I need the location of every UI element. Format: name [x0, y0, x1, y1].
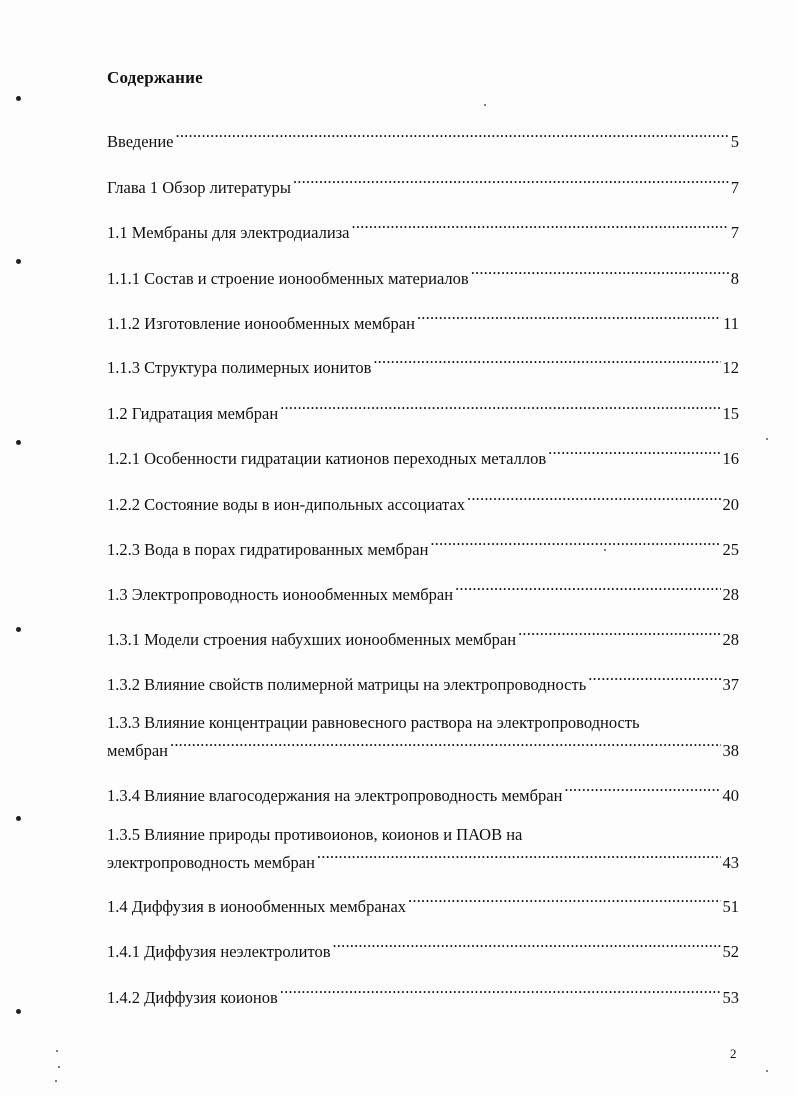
scan-speck [58, 1066, 60, 1068]
toc-entry-title: 1.1.1 Состав и строение ионообменных материалов [107, 269, 469, 288]
toc-entry-page: 52 [722, 942, 739, 961]
toc-entry-title: 1.2.1 Особенности гидратации катионов переходных металлов [107, 449, 547, 468]
toc-entry-title: 1.4.2 Диффузия коионов [107, 988, 278, 1007]
toc-entry-page: 12 [722, 358, 739, 377]
toc-leader-dots [564, 779, 720, 801]
toc-entry-title: 1.1 Мембраны для электродиализа [107, 223, 350, 242]
scan-speck [766, 438, 768, 440]
toc-entry-page: 53 [722, 988, 739, 1007]
toc-entry [107, 442, 739, 470]
toc-entry-title-cont: электропроводность мембран [107, 853, 315, 872]
scan-speck [16, 440, 21, 445]
toc-entry-title: 1.1.3 Структура полимерных ионитов [107, 358, 372, 377]
toc-leader-dots [352, 216, 729, 238]
toc-entry [107, 125, 739, 153]
scan-speck [56, 1050, 58, 1052]
toc-entry-title: 1.3.3 Влияние концентрации равновесного раствора на электропроводность [107, 713, 640, 732]
scan-speck [16, 816, 21, 821]
toc-leader-dots [588, 668, 720, 690]
toc-entry [107, 488, 739, 516]
toc-entry-title: 1.3.2 Влияние свойств полимерной матрицы на электропроводность [107, 675, 587, 694]
toc-entry-title: 1.2 Гидратация мембран [107, 404, 279, 423]
toc-entry [107, 779, 739, 807]
scan-speck [604, 549, 606, 551]
toc-leader-dots [332, 935, 720, 957]
toc-entry [107, 623, 739, 651]
toc-entry-title: 1.3.4 Влияние влагосодержания на электропроводность мембран [107, 786, 563, 805]
toc-leader-dots [455, 578, 720, 600]
toc-leader-dots [408, 890, 720, 912]
toc-entry [107, 668, 739, 696]
scan-speck [16, 259, 21, 264]
toc-entry-title: Введение [107, 132, 174, 151]
toc-entry-title: Глава 1 Обзор литературы [107, 178, 291, 197]
toc-entry-title: 1.4 Диффузия в ионообменных мембранах [107, 897, 407, 916]
toc-leader-dots [293, 171, 729, 193]
toc-leader-dots [548, 442, 720, 464]
toc-entry-page: 37 [722, 675, 739, 694]
toc-entry [107, 397, 739, 425]
toc-entry-title: 1.3.1 Модели строения набухших ионообменных мембран [107, 630, 517, 649]
scan-speck [16, 1009, 21, 1014]
toc-entry-title-cont: мембран [107, 741, 169, 760]
toc-leader-dots [373, 351, 720, 373]
toc-entry [107, 533, 739, 561]
scan-speck [484, 104, 486, 106]
toc-entry [107, 890, 739, 918]
toc-leader-dots [170, 734, 720, 756]
toc-entry-page: 40 [722, 786, 739, 805]
toc-entry-title: 1.2.3 Вода в порах гидратированных мембран [107, 540, 429, 559]
scan-speck [766, 1070, 768, 1072]
toc-entry [107, 216, 739, 244]
scan-speck [55, 1080, 57, 1082]
toc-leader-dots [471, 262, 729, 284]
toc-entry [107, 935, 739, 963]
toc-entry-page: 51 [722, 897, 739, 916]
toc-entry-title: 1.1.2 Изготовление ионообменных мембран [107, 314, 415, 333]
toc-entry [107, 307, 739, 335]
toc-entry [107, 171, 739, 199]
toc-entry [107, 262, 739, 290]
toc-leader-dots [417, 307, 721, 329]
toc-leader-dots [280, 397, 720, 419]
toc-entry [107, 824, 739, 874]
toc-entry-page: 7 [730, 178, 739, 197]
toc-entry-page: 28 [722, 585, 739, 604]
scan-speck [16, 96, 21, 101]
toc-entry-page: 28 [722, 630, 739, 649]
toc-entry-page: 8 [730, 269, 739, 288]
toc-entry [107, 981, 739, 1009]
toc-entry-page: 20 [722, 495, 739, 514]
toc-leader-dots [176, 125, 729, 147]
toc-entry-title: 1.2.2 Состояние воды в ион-дипольных ассоциатах [107, 495, 466, 514]
toc-entry [107, 712, 739, 762]
toc-entry-page: 15 [722, 404, 739, 423]
toc-entry-title: 1.4.1 Диффузия неэлектролитов [107, 942, 331, 961]
toc-entry-page: 11 [723, 314, 739, 333]
toc-entry [107, 351, 739, 379]
toc-entry-page: 43 [722, 853, 739, 872]
toc-entry-title: 1.3 Электропроводность ионообменных мембран [107, 585, 454, 604]
toc-entry [107, 578, 739, 606]
toc-entry-page: 38 [722, 741, 739, 760]
toc-entry-page: 16 [722, 449, 739, 468]
toc-leader-dots [280, 981, 721, 1003]
page-number: 2 [730, 1046, 737, 1061]
scan-speck [16, 627, 21, 632]
toc-entry-title: 1.3.5 Влияние природы противоионов, коионов и ПАОВ на [107, 825, 523, 844]
toc-entry-page: 5 [730, 132, 739, 151]
page-title: Содержание [107, 68, 203, 87]
toc-leader-dots [467, 488, 720, 510]
toc-entry-page: 7 [730, 223, 739, 242]
toc-leader-dots [430, 533, 720, 555]
toc-entry-page: 25 [722, 540, 739, 559]
toc-leader-dots [317, 846, 721, 868]
toc-leader-dots [518, 623, 720, 645]
